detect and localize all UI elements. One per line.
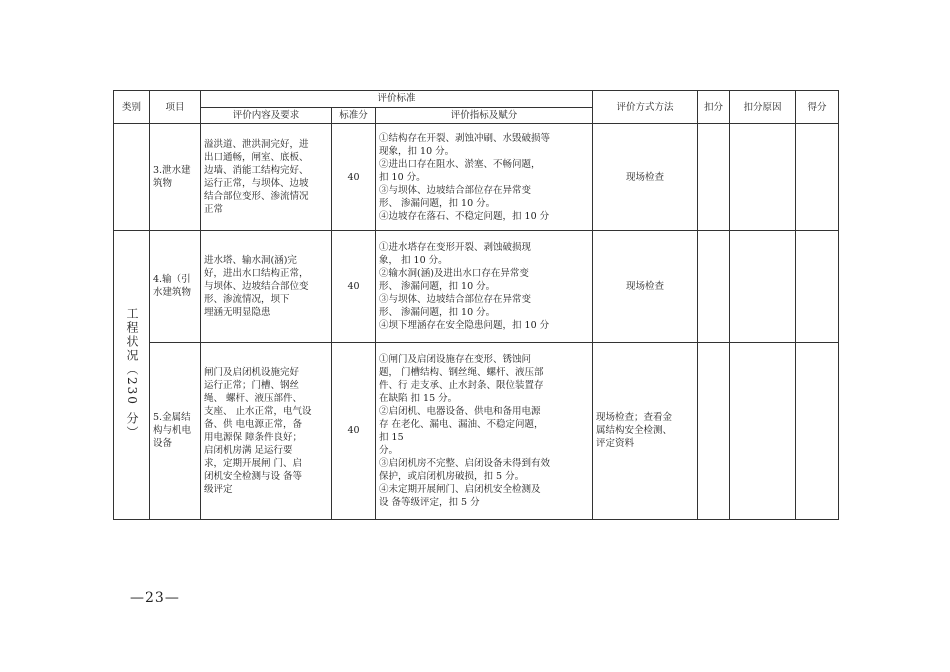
header-standard: 评价标准 — [201, 91, 593, 108]
item-cell: 4.输（引 水建筑物 — [150, 231, 201, 342]
deduct-cell — [698, 342, 730, 519]
table-row — [114, 342, 839, 519]
header-method: 评价方式方法 — [593, 91, 698, 124]
category-label: 工程状况（230 分） — [125, 306, 139, 440]
item-cell: 5.金属结 构与机电 设备 — [150, 342, 201, 519]
header-reason: 扣分原因 — [730, 91, 796, 124]
got-cell — [796, 231, 839, 342]
deduct-cell — [698, 231, 730, 342]
score-cell: 40 — [332, 342, 376, 519]
indicators-cell: ①结构存在开裂、剥蚀冲刷、水毁破损等 现象，扣 10 分。 ②进出口存在阻水、淤塞、不畅问题， 扣 10 分。 ③与坝体、边坡结合部位存在异常变 形、 渗漏问题，扣 10 分。 ④边坡存在落石、不稳定问题，扣 10 分 — [376, 124, 593, 231]
table-row — [114, 231, 839, 342]
score-cell: 40 — [332, 231, 376, 342]
header-content: 评价内容及要求 — [201, 107, 332, 124]
got-cell — [796, 342, 839, 519]
header-category: 类别 — [114, 91, 150, 124]
deduct-cell — [698, 124, 730, 231]
category-empty-cell — [114, 124, 150, 231]
reason-cell — [730, 342, 796, 519]
reason-cell — [730, 231, 796, 342]
evaluation-table — [113, 90, 839, 520]
reason-cell — [730, 124, 796, 231]
item-cell: 3.泄水建 筑物 — [150, 124, 201, 231]
indicators-cell: ①进水塔存在变形开裂、剥蚀破损现 象， 扣 10 分。 ②输水洞(涵)及进出水口存在异常变 形、 渗漏问题，扣 10 分。 ③与坝体、边坡结合部位存在异常变 形、 渗漏问题，扣 10 分。 ④坝下埋涵存在安全隐患问题，扣 10 分 — [376, 231, 593, 342]
got-cell — [796, 124, 839, 231]
header-indicators: 评价指标及赋分 — [376, 107, 593, 124]
header-deduct: 扣分 — [698, 91, 730, 124]
table-row — [114, 124, 839, 231]
method-cell: 现场检查 — [593, 231, 698, 342]
indicators-cell: ①闸门及启闭设施存在变形、锈蚀问 题， 门槽结构、钢丝绳、螺杆、液压部 件、行 走支承、止水封条、限位装置存 在缺陷 扣 15 分。 ②启闭机、电器设备、供电和备用电源 存 在老化、漏电、漏油、不稳定问题， 扣 15 分。 ③启闭机房不完整、启闭设备未得到有效 保护，或启闭机房破损，扣 5 分。 ④未定期开展闸门、启闭机安全检测及 设 备等级评定，扣 5 分 — [376, 342, 593, 519]
header-score: 标准分 — [332, 107, 376, 124]
score-cell: 40 — [332, 124, 376, 231]
page-number: —23— — [130, 590, 180, 606]
content-cell: 进水塔、输水洞(涵)完 好，进出水口结构正常， 与坝体、边坡结合部位变 形、渗流情况，坝下 埋涵无明显隐患 — [201, 231, 332, 342]
header-item: 项目 — [150, 91, 201, 124]
method-cell: 现场检查；查看金 属结构安全检测、 评定资料 — [593, 342, 698, 519]
category-cell — [114, 231, 150, 520]
content-cell: 溢洪道、泄洪洞完好，进 出口通畅，闸室、底板、 边墙、消能工结构完好、 运行正常，与坝体、边坡 结合部位变形、渗流情况 正常 — [201, 124, 332, 231]
method-cell: 现场检查 — [593, 124, 698, 231]
header-got: 得分 — [796, 91, 839, 124]
content-cell: 闸门及启闭机设施完好 运行正常；门槽、钢丝 绳、 螺杆、液压部件、 支座、 止水正常，电气设 备、供 电电源正常，备 用电源保 障条件良好； 启闭机房满 足运行要 求，定期开展闸 门、启 闭机安全检测与设 备等 级评定 — [201, 342, 332, 519]
